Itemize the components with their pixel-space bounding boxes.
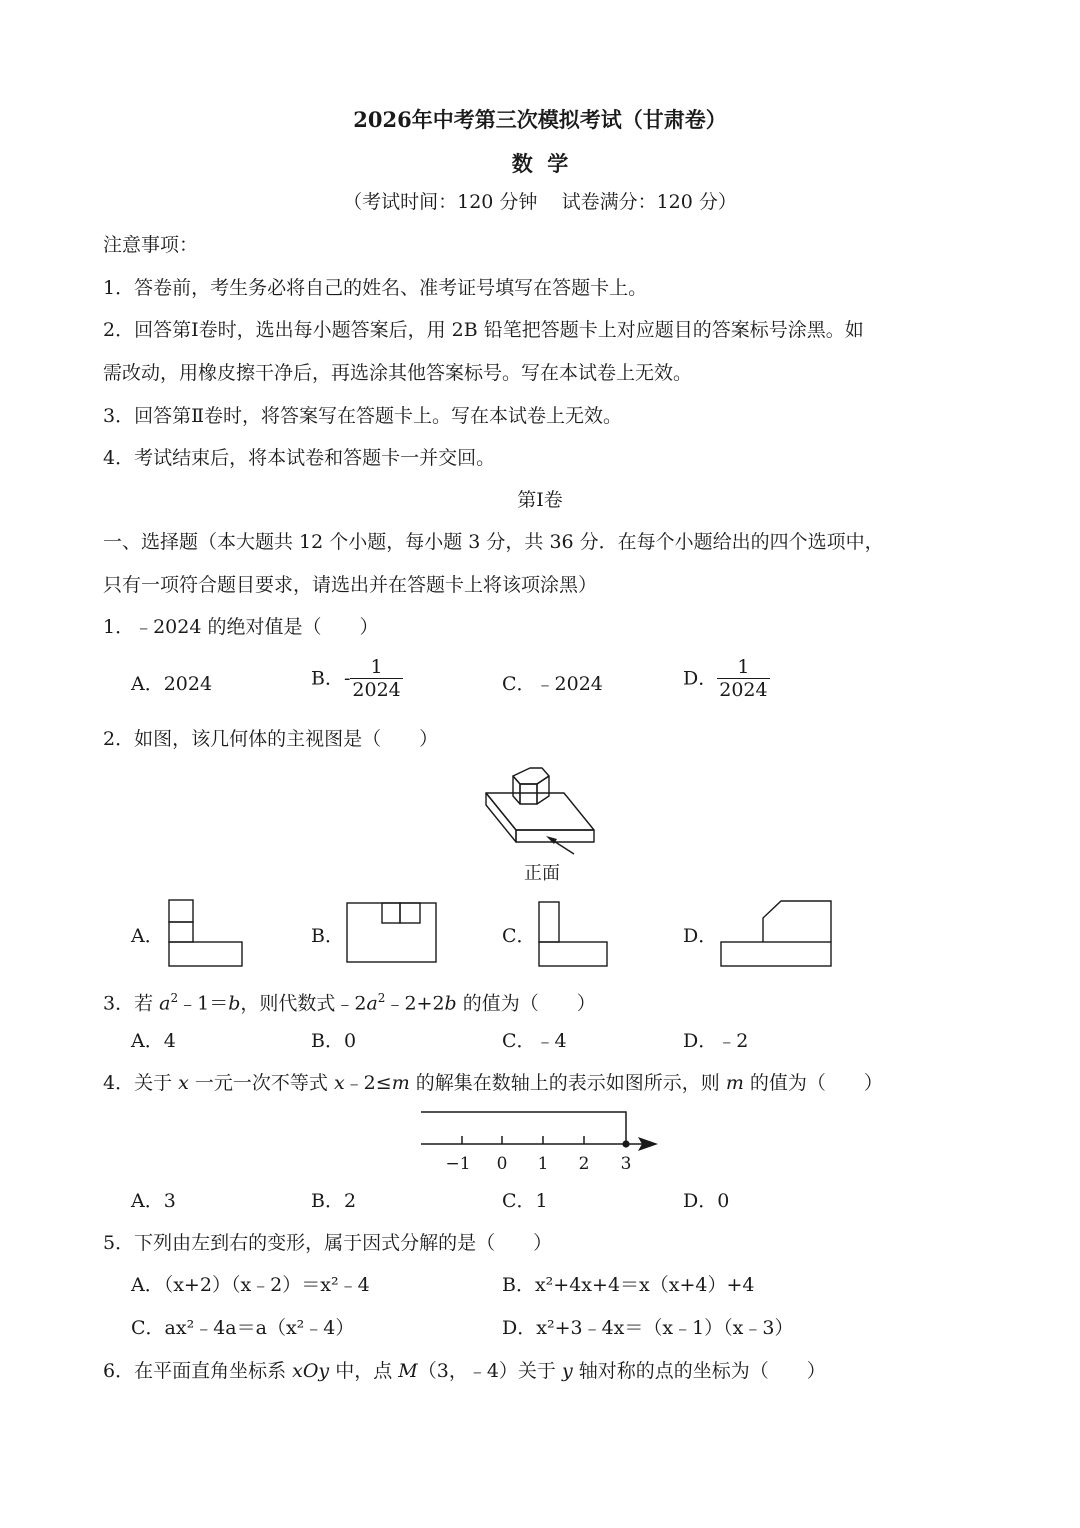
q3-option-c: C．﹣4 xyxy=(502,1030,567,1052)
q3-part: 的值为（ ） xyxy=(456,992,596,1015)
tick-label: 2 xyxy=(578,1154,590,1174)
q1-option-b-label: B． xyxy=(311,667,344,690)
var-m: m xyxy=(391,1072,410,1094)
q3-stem xyxy=(103,986,596,1015)
q2-option-d-figure xyxy=(719,898,835,968)
note-2-line-2: 需改动，用橡皮擦干净后，再选涂其他答案标号。写在本试卷上无效。 xyxy=(103,362,693,384)
fraction-denominator: 2024 xyxy=(719,679,768,701)
q4-part: 的解集在数轴上的表示如图所示，则 xyxy=(409,1072,726,1094)
q6-part: 轴对称的点的坐标为（ ） xyxy=(572,1360,826,1382)
q5-stem: 5．下列由左到右的变形，属于因式分解的是（ ） xyxy=(103,1232,553,1254)
var-x: x xyxy=(178,1072,189,1094)
q2-option-b-figure xyxy=(346,902,438,964)
note-4: 4．考试结束后，将本试卷和答题卡一并交回。 xyxy=(103,447,496,469)
block-front-face xyxy=(520,784,537,804)
note-3: 3．回答第Ⅱ卷时，将答案写在答题卡上。写在本试卷上无效。 xyxy=(103,405,623,427)
q3-option-d: D．﹣2 xyxy=(683,1030,749,1052)
fraction-numerator: 1 xyxy=(350,656,402,679)
q3-part: ﹣1＝ xyxy=(178,992,229,1015)
q1-option-b-fraction xyxy=(350,656,402,701)
section-heading-line-1: 一、选择题（本大题共 12 个小题，每小题 3 分，共 36 分．在每个小题给出的四个选项中， xyxy=(103,531,884,553)
q3-part: ﹣2+2 xyxy=(385,992,445,1015)
front-label: 正面 xyxy=(524,863,560,884)
q3-part: 3．若 xyxy=(103,992,160,1015)
q6-part: 中，点 xyxy=(329,1360,399,1382)
block-right-face xyxy=(537,776,549,804)
var-b: b xyxy=(444,992,457,1015)
q5-option-a: A．（x+2）（x﹣2）＝x²﹣4 xyxy=(131,1274,370,1296)
solid-endpoint xyxy=(622,1140,629,1147)
q2-option-a: A． xyxy=(131,925,164,947)
part-1-title: 第Ⅰ卷 xyxy=(517,489,563,511)
q2-solid-figure xyxy=(480,760,610,885)
q1-option-a: A．2024 xyxy=(131,673,213,695)
slab-left-face xyxy=(486,793,516,842)
q4-part: 4．关于 xyxy=(103,1072,179,1094)
q1-option-b xyxy=(311,656,403,701)
q4-part: ﹣2≤ xyxy=(344,1072,392,1094)
fraction-denominator: 2024 xyxy=(352,679,401,701)
exam-title: 2026年中考第三次模拟考试（甘肃卷） xyxy=(353,107,727,132)
q5-option-d: D．x²+3﹣4x＝（x﹣1）（x﹣3） xyxy=(502,1317,794,1339)
solution-bracket xyxy=(421,1112,626,1144)
q5-option-b: B．x²+4x+4＝x（x+4）+4 xyxy=(502,1274,755,1296)
q4-number-line xyxy=(418,1108,663,1176)
q6-part: （3，﹣4）关于 xyxy=(417,1360,562,1382)
note-1: 1．答卷前，考生务必将自己的姓名、准考证号填写在答题卡上。 xyxy=(103,277,648,299)
section-heading-line-2: 只有一项符合题目要求，请选出并在答题卡上将该项涂黑） xyxy=(103,574,598,596)
var-m: m xyxy=(725,1072,744,1094)
q4-part: 的值为（ ） xyxy=(743,1072,883,1094)
q2-option-b: B． xyxy=(311,925,344,947)
q2-option-c-figure xyxy=(537,900,609,968)
q1-option-d-label: D． xyxy=(683,667,718,690)
fraction-numerator: 1 xyxy=(717,656,769,679)
q4-option-c: C．1 xyxy=(502,1190,548,1212)
q6-stem xyxy=(103,1359,826,1383)
q1-option-d xyxy=(683,656,770,701)
var-a: a xyxy=(366,992,378,1015)
notes-heading: 注意事项： xyxy=(103,234,199,256)
block-left-face xyxy=(513,776,520,804)
q4-stem xyxy=(103,1071,883,1095)
q2-stem: 2．如图，该几何体的主视图是（ ） xyxy=(103,728,439,750)
q4-option-a: A．3 xyxy=(131,1190,176,1212)
q3-option-b: B．0 xyxy=(311,1030,357,1052)
exam-meta: （考试时间：120 分钟 试卷满分：120 分） xyxy=(343,191,737,213)
q1-option-d-fraction xyxy=(717,656,769,701)
subject-title: 数 学 xyxy=(511,151,569,176)
q3-option-a: A．4 xyxy=(131,1030,176,1052)
var-x: x xyxy=(333,1072,345,1094)
tick-label: 3 xyxy=(620,1154,632,1174)
exponent: 2 xyxy=(170,991,179,1005)
q4-option-b: B．2 xyxy=(311,1190,357,1212)
q5-option-c: C．ax²﹣4a＝a（x²﹣4） xyxy=(131,1317,355,1339)
var-xoy: xOy xyxy=(292,1360,330,1382)
q3-part: ，则代数式﹣2 xyxy=(240,992,367,1015)
var-y: y xyxy=(561,1360,573,1382)
var-m: M xyxy=(398,1360,418,1382)
var-a: a xyxy=(159,992,171,1015)
q1-option-b-sign: - xyxy=(343,667,351,690)
q2-option-c: C． xyxy=(502,925,536,947)
note-2-line-1: 2．回答第Ⅰ卷时，选出每小题答案后，用 2B 铅笔把答题卡上对应题目的答案标号涂黑。如 xyxy=(103,319,864,341)
tick-label: 1 xyxy=(537,1154,549,1174)
q2-option-d: D． xyxy=(683,925,718,947)
tick-label: 0 xyxy=(496,1154,508,1174)
q2-option-a-figure xyxy=(168,898,244,968)
tick-label: −1 xyxy=(445,1154,471,1174)
q1-stem: 1．﹣2024 的绝对值是（ ） xyxy=(103,616,379,638)
exponent: 2 xyxy=(377,991,386,1005)
q6-part: 6．在平面直角坐标系 xyxy=(103,1360,293,1382)
q1-option-c: C．﹣2024 xyxy=(502,673,603,695)
var-b: b xyxy=(228,992,241,1015)
q4-part: 一元一次不等式 xyxy=(188,1072,334,1094)
q4-option-d: D．0 xyxy=(683,1190,730,1212)
